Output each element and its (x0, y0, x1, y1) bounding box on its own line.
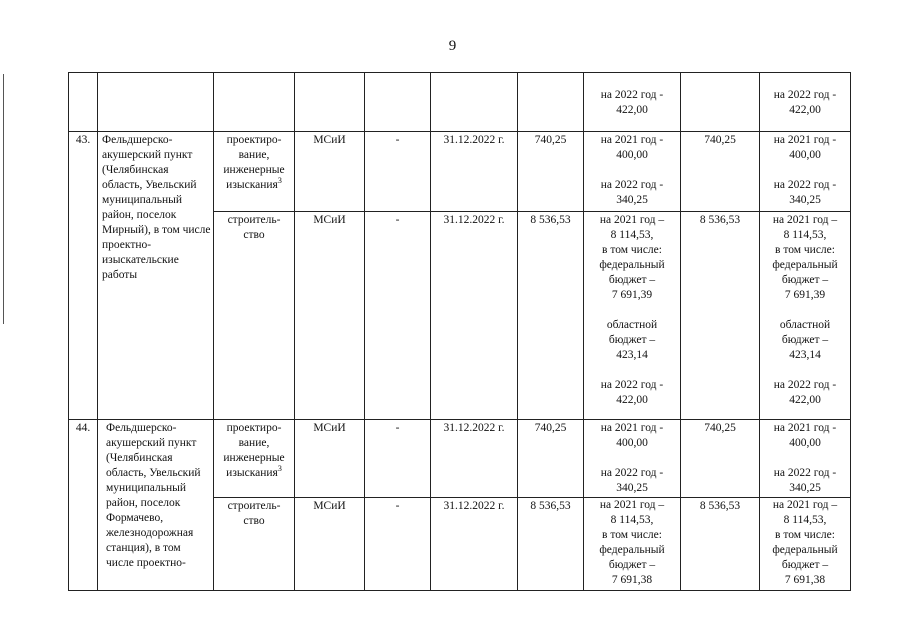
budget-table (68, 72, 851, 591)
estimated-cost: 8 536,53 (518, 212, 584, 420)
table-row (69, 73, 851, 132)
work-type (214, 132, 295, 212)
footnote-mark: 3 (277, 464, 282, 474)
funding-plan-cell (584, 498, 681, 591)
dash-cell: - (365, 498, 431, 591)
completion-date (431, 73, 518, 132)
estimated-cost: 740,25 (518, 420, 584, 498)
customer: МСиИ (295, 132, 365, 212)
customer: МСиИ (295, 498, 365, 591)
estimated-cost (518, 73, 584, 132)
funding-plan: на 2021 год – 8 114,53, в том числе: федеральный бюджет – 7 691,39 областной бюджет – 423,14 на 2022 год - 422,00 (584, 212, 681, 420)
table-row (69, 132, 851, 212)
completion-date: 31.12.2022 г. (431, 420, 518, 498)
page-number: 9 (448, 38, 457, 54)
dash-cell: - (365, 132, 431, 212)
estimated-cost-2: 740,25 (681, 132, 760, 212)
funding-plan-2: на 2022 год - 422,00 (760, 73, 851, 132)
funding-plan-2: на 2021 год – 8 114,53, в том числе: федеральный бюджет – 7 691,39 областной бюджет – 423,14 на 2022 год - 422,00 (760, 212, 851, 420)
estimated-cost-2: 8 536,53 (681, 212, 760, 420)
funding-plan: на 2021 год – 8 114,53, в том числе: федеральный бюджет – 7 691,38 (599, 499, 665, 586)
work-type-text: проектиро- вание, инженерные изыскания (223, 134, 285, 191)
customer: МСиИ (295, 212, 365, 420)
completion-date: 31.12.2022 г. (431, 132, 518, 212)
funding-plan-2-cell (760, 498, 851, 591)
dash-cell: - (365, 212, 431, 420)
work-type-text: проектиро- вание, инженерные изыскания (223, 422, 285, 479)
footnote-mark: 3 (277, 176, 282, 186)
customer: МСиИ (295, 420, 365, 498)
table-row (69, 420, 851, 498)
work-type (214, 73, 295, 132)
estimated-cost-2: 8 536,53 (681, 498, 760, 591)
estimated-cost-2: 740,25 (681, 420, 760, 498)
funding-plan: на 2021 год - 400,00 на 2022 год - 340,25 (584, 420, 681, 498)
customer (295, 73, 365, 132)
funding-plan-2: на 2021 год - 400,00 на 2022 год - 340,25 (760, 132, 851, 212)
dash-cell: - (365, 420, 431, 498)
dash-cell (365, 73, 431, 132)
completion-date: 31.12.2022 г. (431, 212, 518, 420)
work-type: строитель- ство (214, 498, 295, 591)
margin-line (3, 74, 4, 324)
row-number (69, 73, 98, 132)
funding-plan: на 2022 год - 422,00 (584, 73, 681, 132)
object-name: Фельдшерско-акушерский пункт (Челябинская область, Увельский муниципальный район, поселок Мирный), в том числе проектно-изыскательские работы (98, 132, 214, 420)
estimated-cost-2 (681, 73, 760, 132)
estimated-cost: 8 536,53 (518, 498, 584, 591)
funding-plan-2: на 2021 год – 8 114,53, в том числе: федеральный бюджет – 7 691,38 (772, 499, 838, 586)
funding-plan-2: на 2021 год - 400,00 на 2022 год - 340,25 (760, 420, 851, 498)
row-number: 43. (69, 132, 98, 420)
work-type (214, 420, 295, 498)
row-number: 44. (69, 420, 98, 591)
object-name-cell (98, 420, 214, 591)
work-type: строитель- ство (214, 212, 295, 420)
object-name: Фельдшерско-акушерский пункт (Челябинская область, Увельский муниципальный район, поселок Формачево, железнодорожная станция), в том числе проектно- (106, 422, 201, 569)
estimated-cost: 740,25 (518, 132, 584, 212)
completion-date: 31.12.2022 г. (431, 498, 518, 591)
object-name (98, 73, 214, 132)
funding-plan: на 2021 год - 400,00 на 2022 год - 340,25 (584, 132, 681, 212)
